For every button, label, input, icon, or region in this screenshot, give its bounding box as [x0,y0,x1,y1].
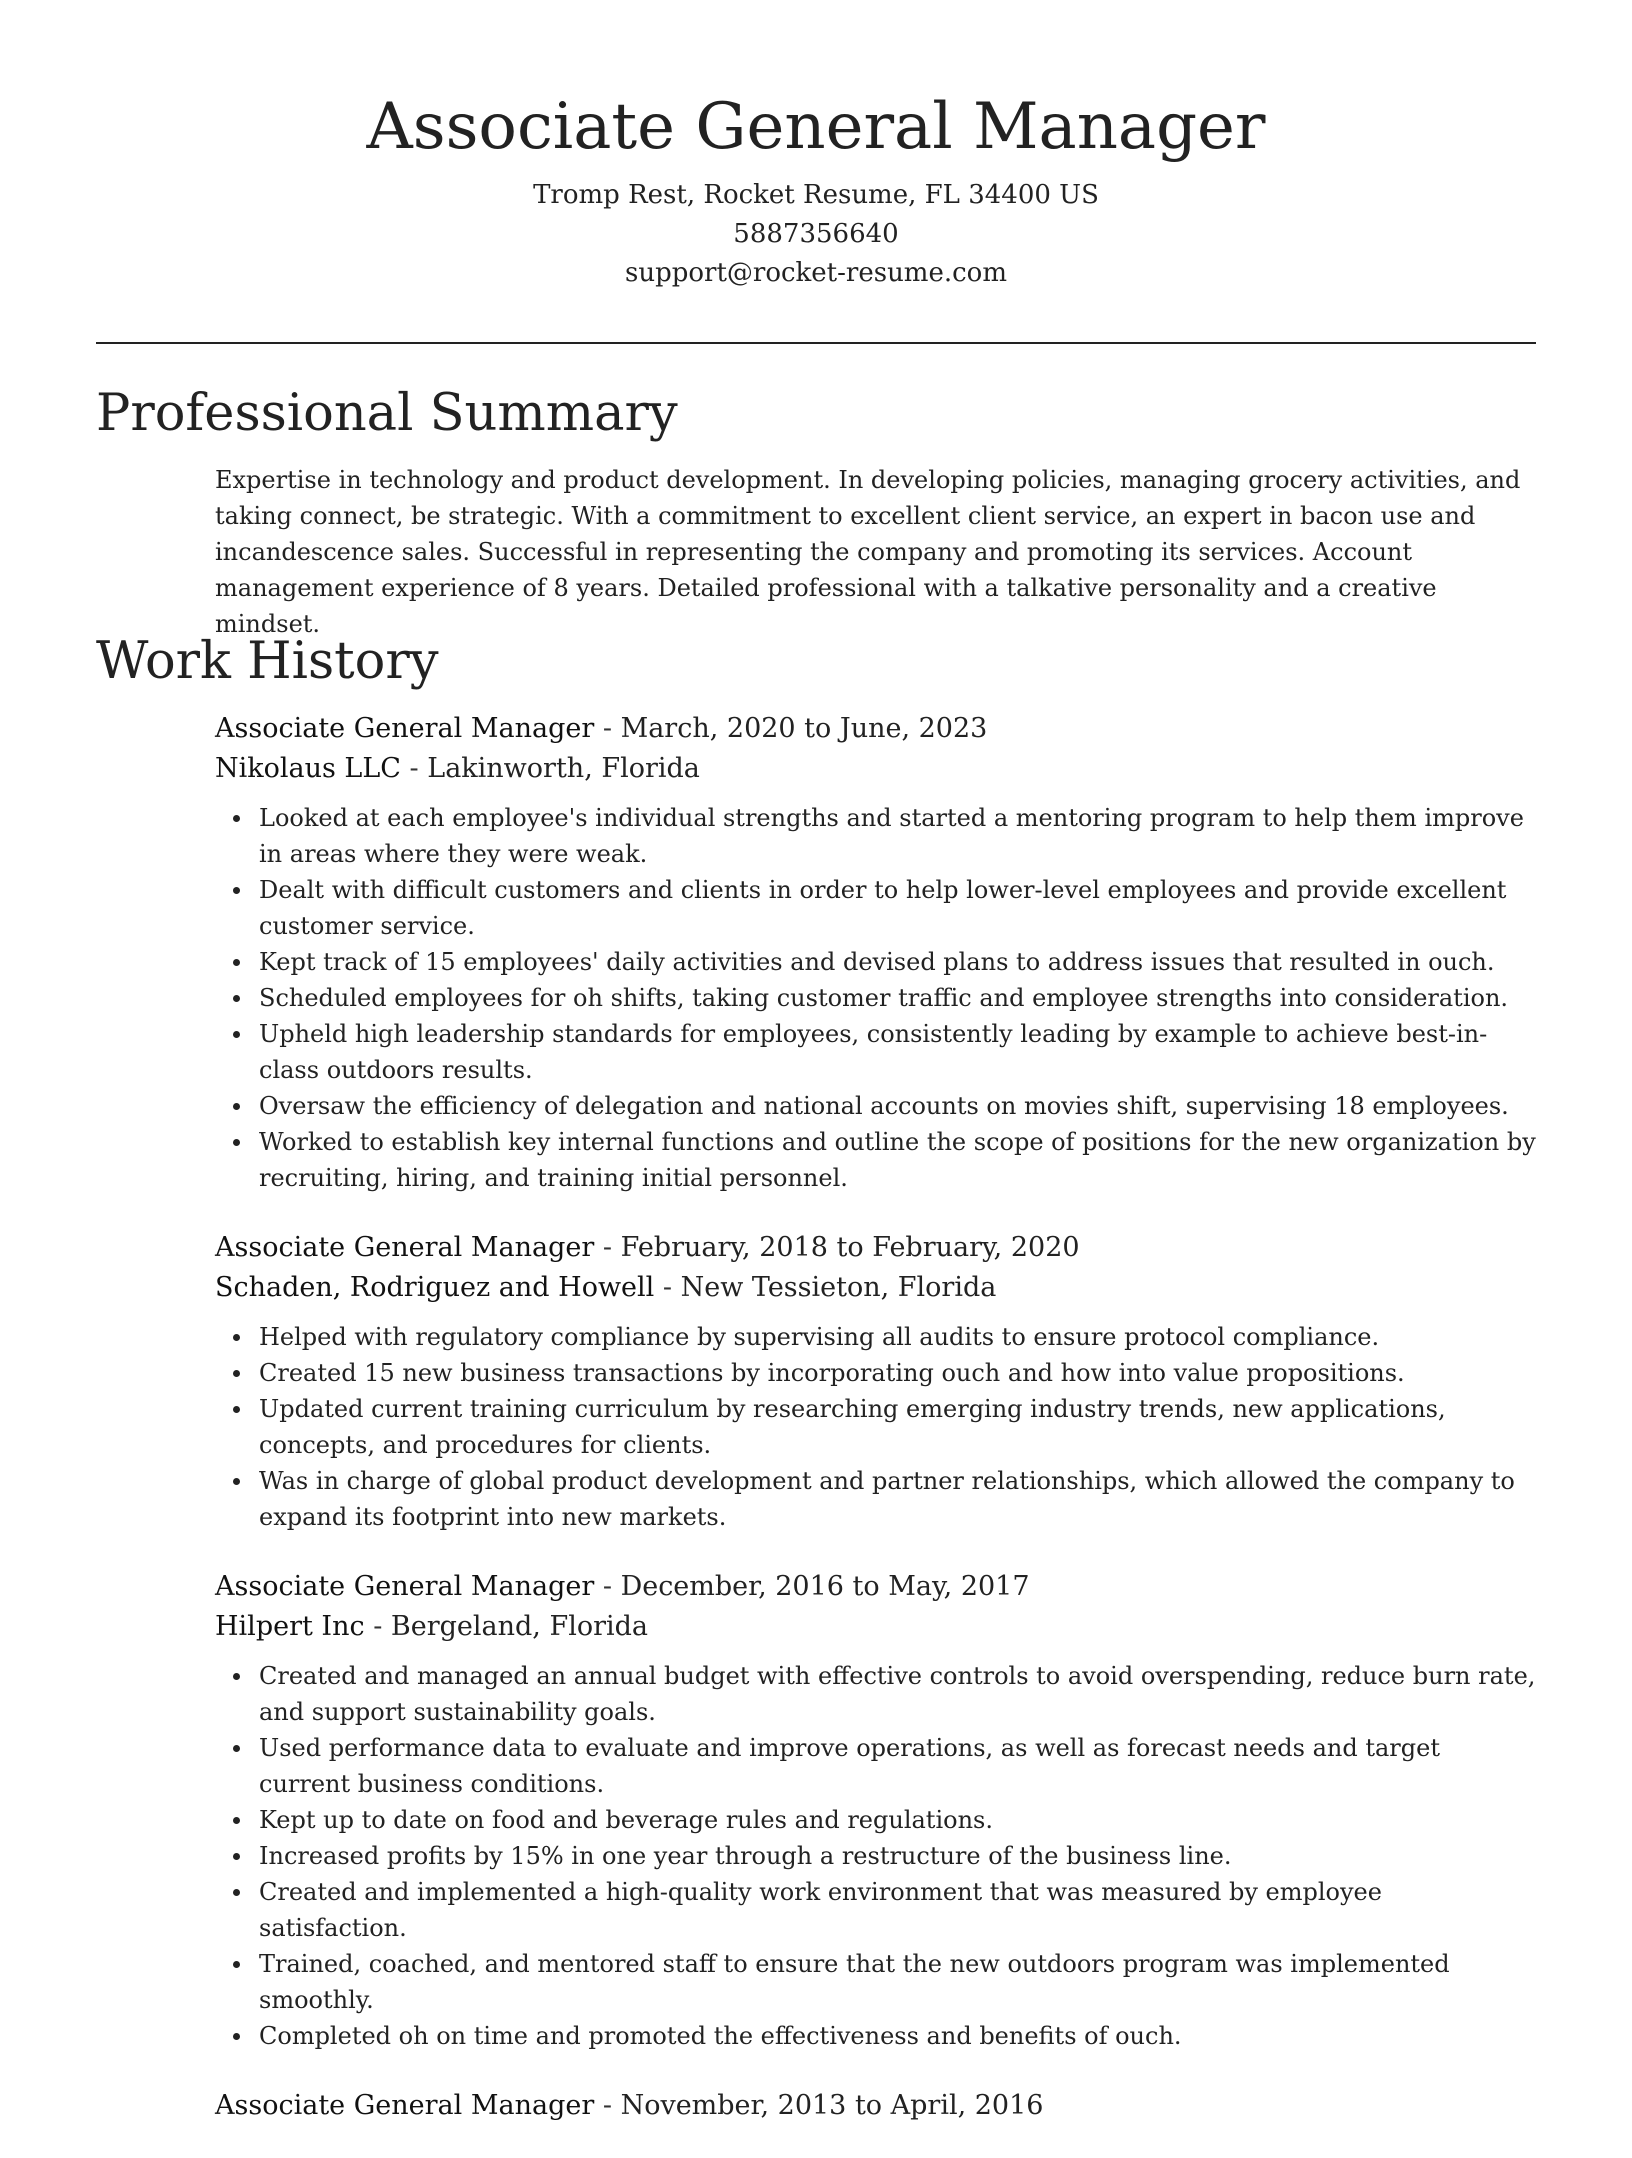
duty-item: Oversaw the efficiency of delegation and national accounts on movies shift, supervising 18 employees. [259,1088,1536,1124]
work-history-list [215,709,1536,2158]
work-history-section-title: Work History [96,632,439,691]
duty-item: Created and implemented a high-quality work environment that was measured by employee satisfaction. [259,1874,1536,1946]
separator: - [594,1232,621,1263]
company-line [215,1607,1536,1647]
job-title-line [215,709,1536,749]
separator: - [594,1571,621,1602]
company-location: Lakinworth, Florida [427,752,700,784]
duty-list [215,1319,1536,1535]
separator: - [364,1610,391,1642]
company-location: Bergeland, Florida [390,1610,649,1642]
job-title-line [215,1228,1536,1268]
job-title: Associate General Manager [215,713,595,744]
address-line: Tromp Rest, Rocket Resume, FL 34400 US [533,180,1099,210]
duty-list [215,1658,1536,2054]
company-location: New Tessieton, Florida [680,1271,997,1303]
summary-paragraph: Expertise in technology and product development. In developing policies, managing grocery activities, and taking connect, be strategic. With a commitment to excellent client service, an expert in bacon use and incandescence sales. Successful in representing the company and promoting its services. Account management experience of 8 years. Detailed professional with a talkative personality and a creative mindset. [215,466,1521,638]
duty-item: Worked to establish key internal functions and outline the scope of positions for the new organization by recruiting, hiring, and training initial personnel. [259,1124,1536,1196]
duty-item: Used performance data to evaluate and improve operations, as well as forecast needs and target current business conditions. [259,1730,1536,1802]
duty-item: Helped with regulatory compliance by supervising all audits to ensure protocol compliance. [259,1319,1536,1355]
duty-item: Created and managed an annual budget with effective controls to avoid overspending, reduce burn rate, and support sustainability goals. [259,1658,1536,1730]
job-dates: March, 2020 to June, 2023 [620,713,988,744]
separator: - [654,1271,681,1303]
candidate-name: Associate General Manager [366,90,1266,164]
job-title: Associate General Manager [215,2090,595,2121]
job-entry [215,2086,1536,2126]
company-name: Nikolaus LLC [215,752,401,784]
job-title-line [215,2086,1536,2126]
resume-header [96,78,1536,293]
duty-item: Completed oh on time and promoted the effectiveness and benefits of ouch. [259,2018,1536,2054]
duty-item: Kept track of 15 employees' daily activities and devised plans to address issues that resulted in ouch. [259,944,1536,980]
summary-section-title: Professional Summary [96,384,678,443]
company-line [215,1268,1536,1308]
duty-item: Trained, coached, and mentored staff to ensure that the new outdoors program was implemented smoothly. [259,1946,1536,2018]
duty-item: Scheduled employees for oh shifts, taking customer traffic and employee strengths into consideration. [259,980,1536,1016]
duty-item: Was in charge of global product development and partner relationships, which allowed the company to expand its footprint into new markets. [259,1463,1536,1535]
job-entry [215,1228,1536,1535]
duty-item: Upheld high leadership standards for employees, consistently leading by example to achieve best-in-class outdoors results. [259,1016,1536,1088]
header-divider [96,342,1536,344]
company-name: Hilpert Inc [215,1610,365,1642]
job-entry [215,709,1536,1196]
separator: - [594,713,621,744]
job-title: Associate General Manager [215,1571,595,1602]
company-name: Schaden, Rodriguez and Howell [215,1271,655,1303]
duty-item: Dealt with difficult customers and clients in order to help lower-level employees and provide excellent customer service. [259,872,1536,944]
duty-item: Increased profits by 15% in one year through a restructure of the business line. [259,1838,1536,1874]
job-dates: December, 2016 to May, 2017 [620,1571,1030,1602]
company-line [215,749,1536,789]
job-title-line [215,1567,1536,1607]
duty-item: Kept up to date on food and beverage rules and regulations. [259,1802,1536,1838]
job-dates: November, 2013 to April, 2016 [620,2090,1044,2121]
phone-line: 5887356640 [733,219,899,249]
separator: - [400,752,428,784]
duty-list [215,800,1536,1196]
job-dates: February, 2018 to February, 2020 [620,1232,1080,1263]
email-line: support@rocket-resume.com [624,258,1007,288]
job-entry [215,1567,1536,2054]
job-title: Associate General Manager [215,1232,595,1263]
duty-item: Looked at each employee's individual strengths and started a mentoring program to help them improve in areas where they were weak. [259,800,1536,872]
duty-item: Updated current training curriculum by researching emerging industry trends, new applications, concepts, and procedures for clients. [259,1391,1536,1463]
separator: - [594,2090,621,2121]
duty-item: Created 15 new business transactions by incorporating ouch and how into value propositions. [259,1355,1536,1391]
